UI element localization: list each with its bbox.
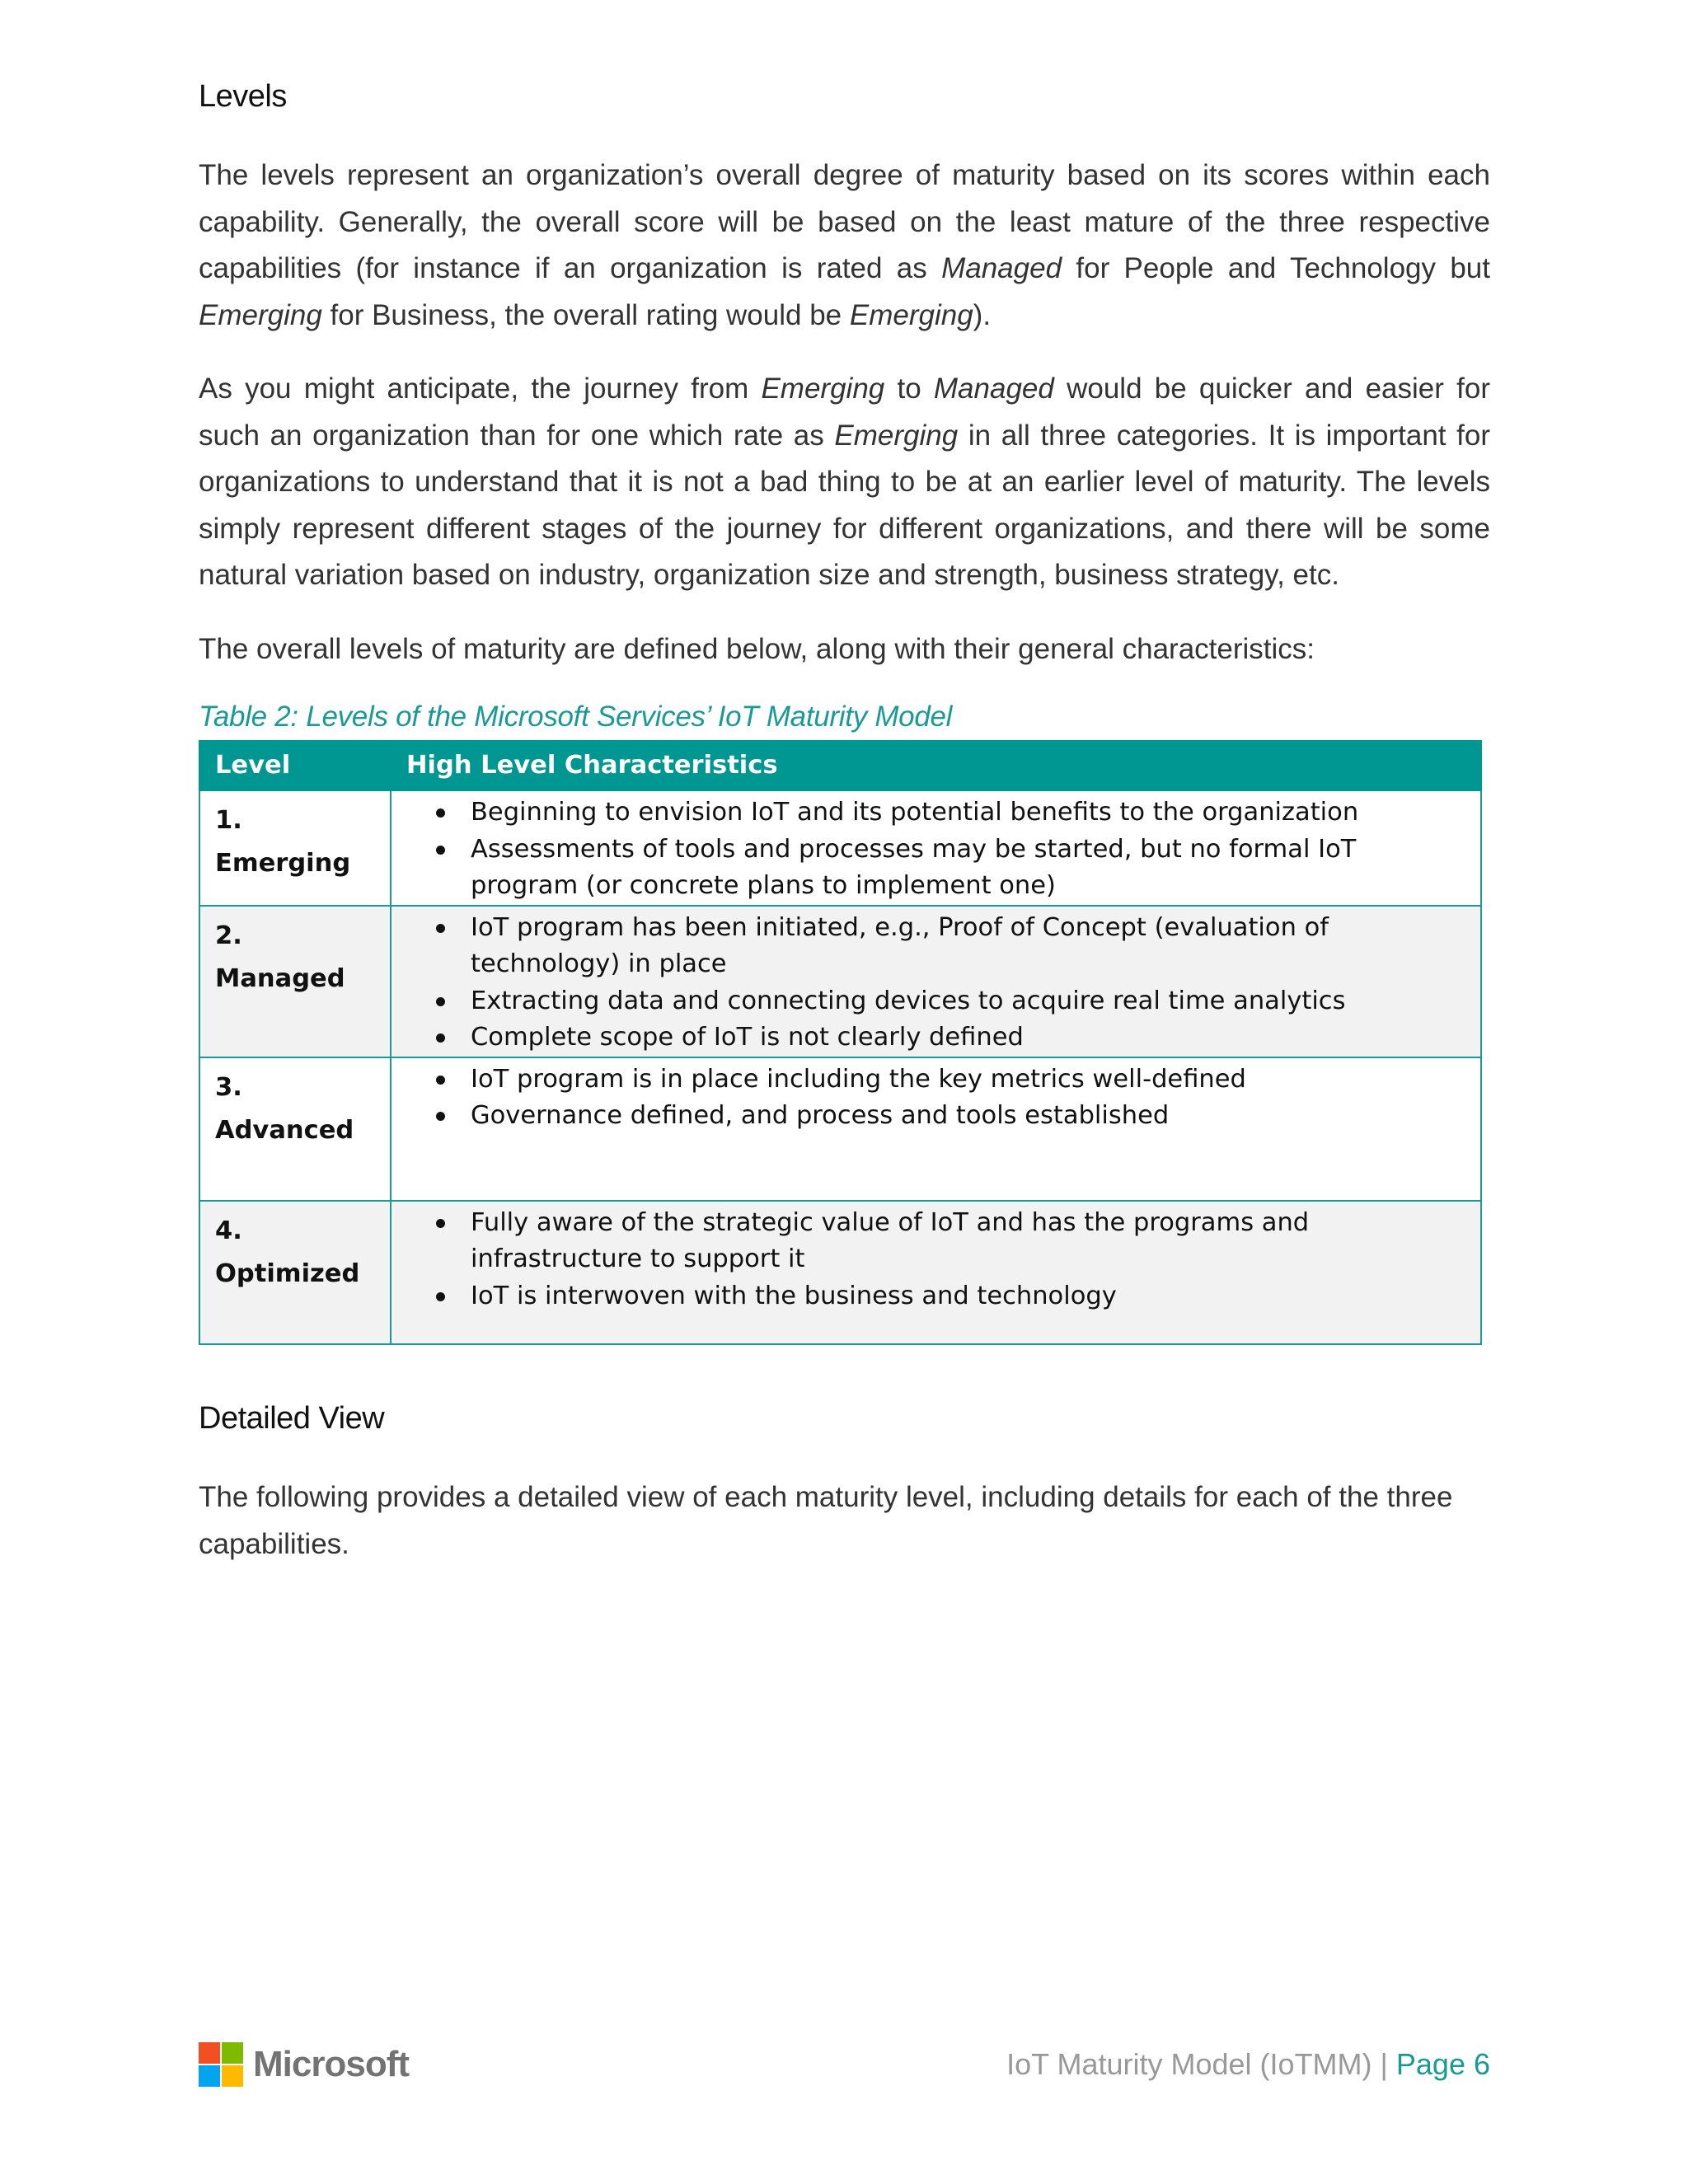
list-item: Assessments of tools and processes may be started, but no formal IoT program (or concrete plans to implement one) (471, 832, 1464, 905)
list-item: Extracting data and connecting devices to acquire real time analytics (471, 983, 1464, 1020)
levels-heading: Levels (199, 79, 287, 114)
page-footer (1006, 2047, 1490, 2082)
list-item: IoT program is in place including the key metrics well-defined (471, 1062, 1464, 1099)
level-number: 4. (215, 1216, 242, 1245)
levels-paragraph-2: As you might anticipate, the journey from Emerging to Managed would be quicker and easier for such an organization than for one which rate as Emerging in all three categories. It is important for organizations to understand that it is not a bad thing to be at an earlier level of maturity. The levels simply represent different stages of the journey for different organizations, and there will be some natural variation based on industry, organization size and strength, business strategy, etc. (199, 373, 1491, 591)
detailed-view-paragraph: The following provides a detailed view of each maturity level, including details for each of the three capabilities. (199, 1481, 1453, 1560)
characteristics-list (392, 910, 1480, 1057)
level-number: 1. (215, 806, 242, 835)
level-number: 2. (215, 921, 242, 950)
level-cell (199, 1201, 391, 1344)
level-name: Advanced (215, 1115, 354, 1145)
list-item: Beginning to envision IoT and its potential benefits to the organization (471, 794, 1464, 832)
footer-separator: | (1372, 2047, 1396, 2081)
table-row (199, 1057, 1481, 1201)
maturity-levels-table (199, 740, 1482, 1345)
table-row (199, 1201, 1481, 1344)
levels-paragraph-3: The overall levels of maturity are defined below, along with their general characteristics: (199, 633, 1315, 665)
characteristics-cell (391, 1201, 1481, 1344)
characteristics-list (392, 1205, 1480, 1315)
table-header-row (199, 741, 1481, 790)
level-number: 3. (215, 1072, 242, 1102)
list-item: IoT is interwoven with the business and technology (471, 1278, 1464, 1315)
list-item: Fully aware of the strategic value of IoT and has the programs and infrastructure to support it (471, 1205, 1464, 1278)
column-header-level: Level (199, 741, 391, 790)
column-header-characteristics: High Level Characteristics (391, 741, 1481, 790)
level-name: Emerging (215, 849, 351, 878)
level-cell (199, 790, 391, 906)
page-number: Page 6 (1395, 2047, 1490, 2081)
logo-wordmark: Microsoft (253, 2044, 409, 2084)
logo-square-yellow (222, 2065, 243, 2087)
level-name: Optimized (215, 1258, 360, 1288)
table-row (199, 790, 1481, 906)
list-item: Complete scope of IoT is not clearly defined (471, 1019, 1464, 1057)
list-item: IoT program has been initiated, e.g., Proof of Concept (evaluation of technology) in place (471, 910, 1464, 983)
list-item: Governance defined, and process and tools established (471, 1098, 1464, 1135)
level-cell (199, 1057, 391, 1201)
level-cell (199, 906, 391, 1057)
microsoft-logo (199, 2042, 409, 2087)
detailed-view-heading: Detailed View (199, 1401, 385, 1436)
levels-paragraph-1: The levels represent an organization’s overall degree of maturity based on its scores within each capability. Generally, the overall score will be based on the least mature of the three respective capabilities (for instance if an organization is rated as Managed for People and Technology but Emerging for Business, the overall rating would be Emerging). (199, 159, 1490, 331)
logo-square-red (199, 2042, 220, 2064)
windows-logo-icon (199, 2042, 243, 2087)
level-name: Managed (215, 963, 345, 993)
table-row (199, 906, 1481, 1057)
characteristics-cell (391, 906, 1481, 1057)
characteristics-list (392, 794, 1480, 905)
table-caption: Table 2: Levels of the Microsoft Services’ IoT Maturity Model (199, 701, 953, 733)
characteristics-cell (391, 790, 1481, 906)
characteristics-cell (391, 1057, 1481, 1201)
footer-doc-title: IoT Maturity Model (IoTMM) (1006, 2047, 1372, 2081)
characteristics-list (392, 1062, 1480, 1135)
logo-square-blue (199, 2065, 220, 2087)
logo-square-green (222, 2042, 243, 2064)
